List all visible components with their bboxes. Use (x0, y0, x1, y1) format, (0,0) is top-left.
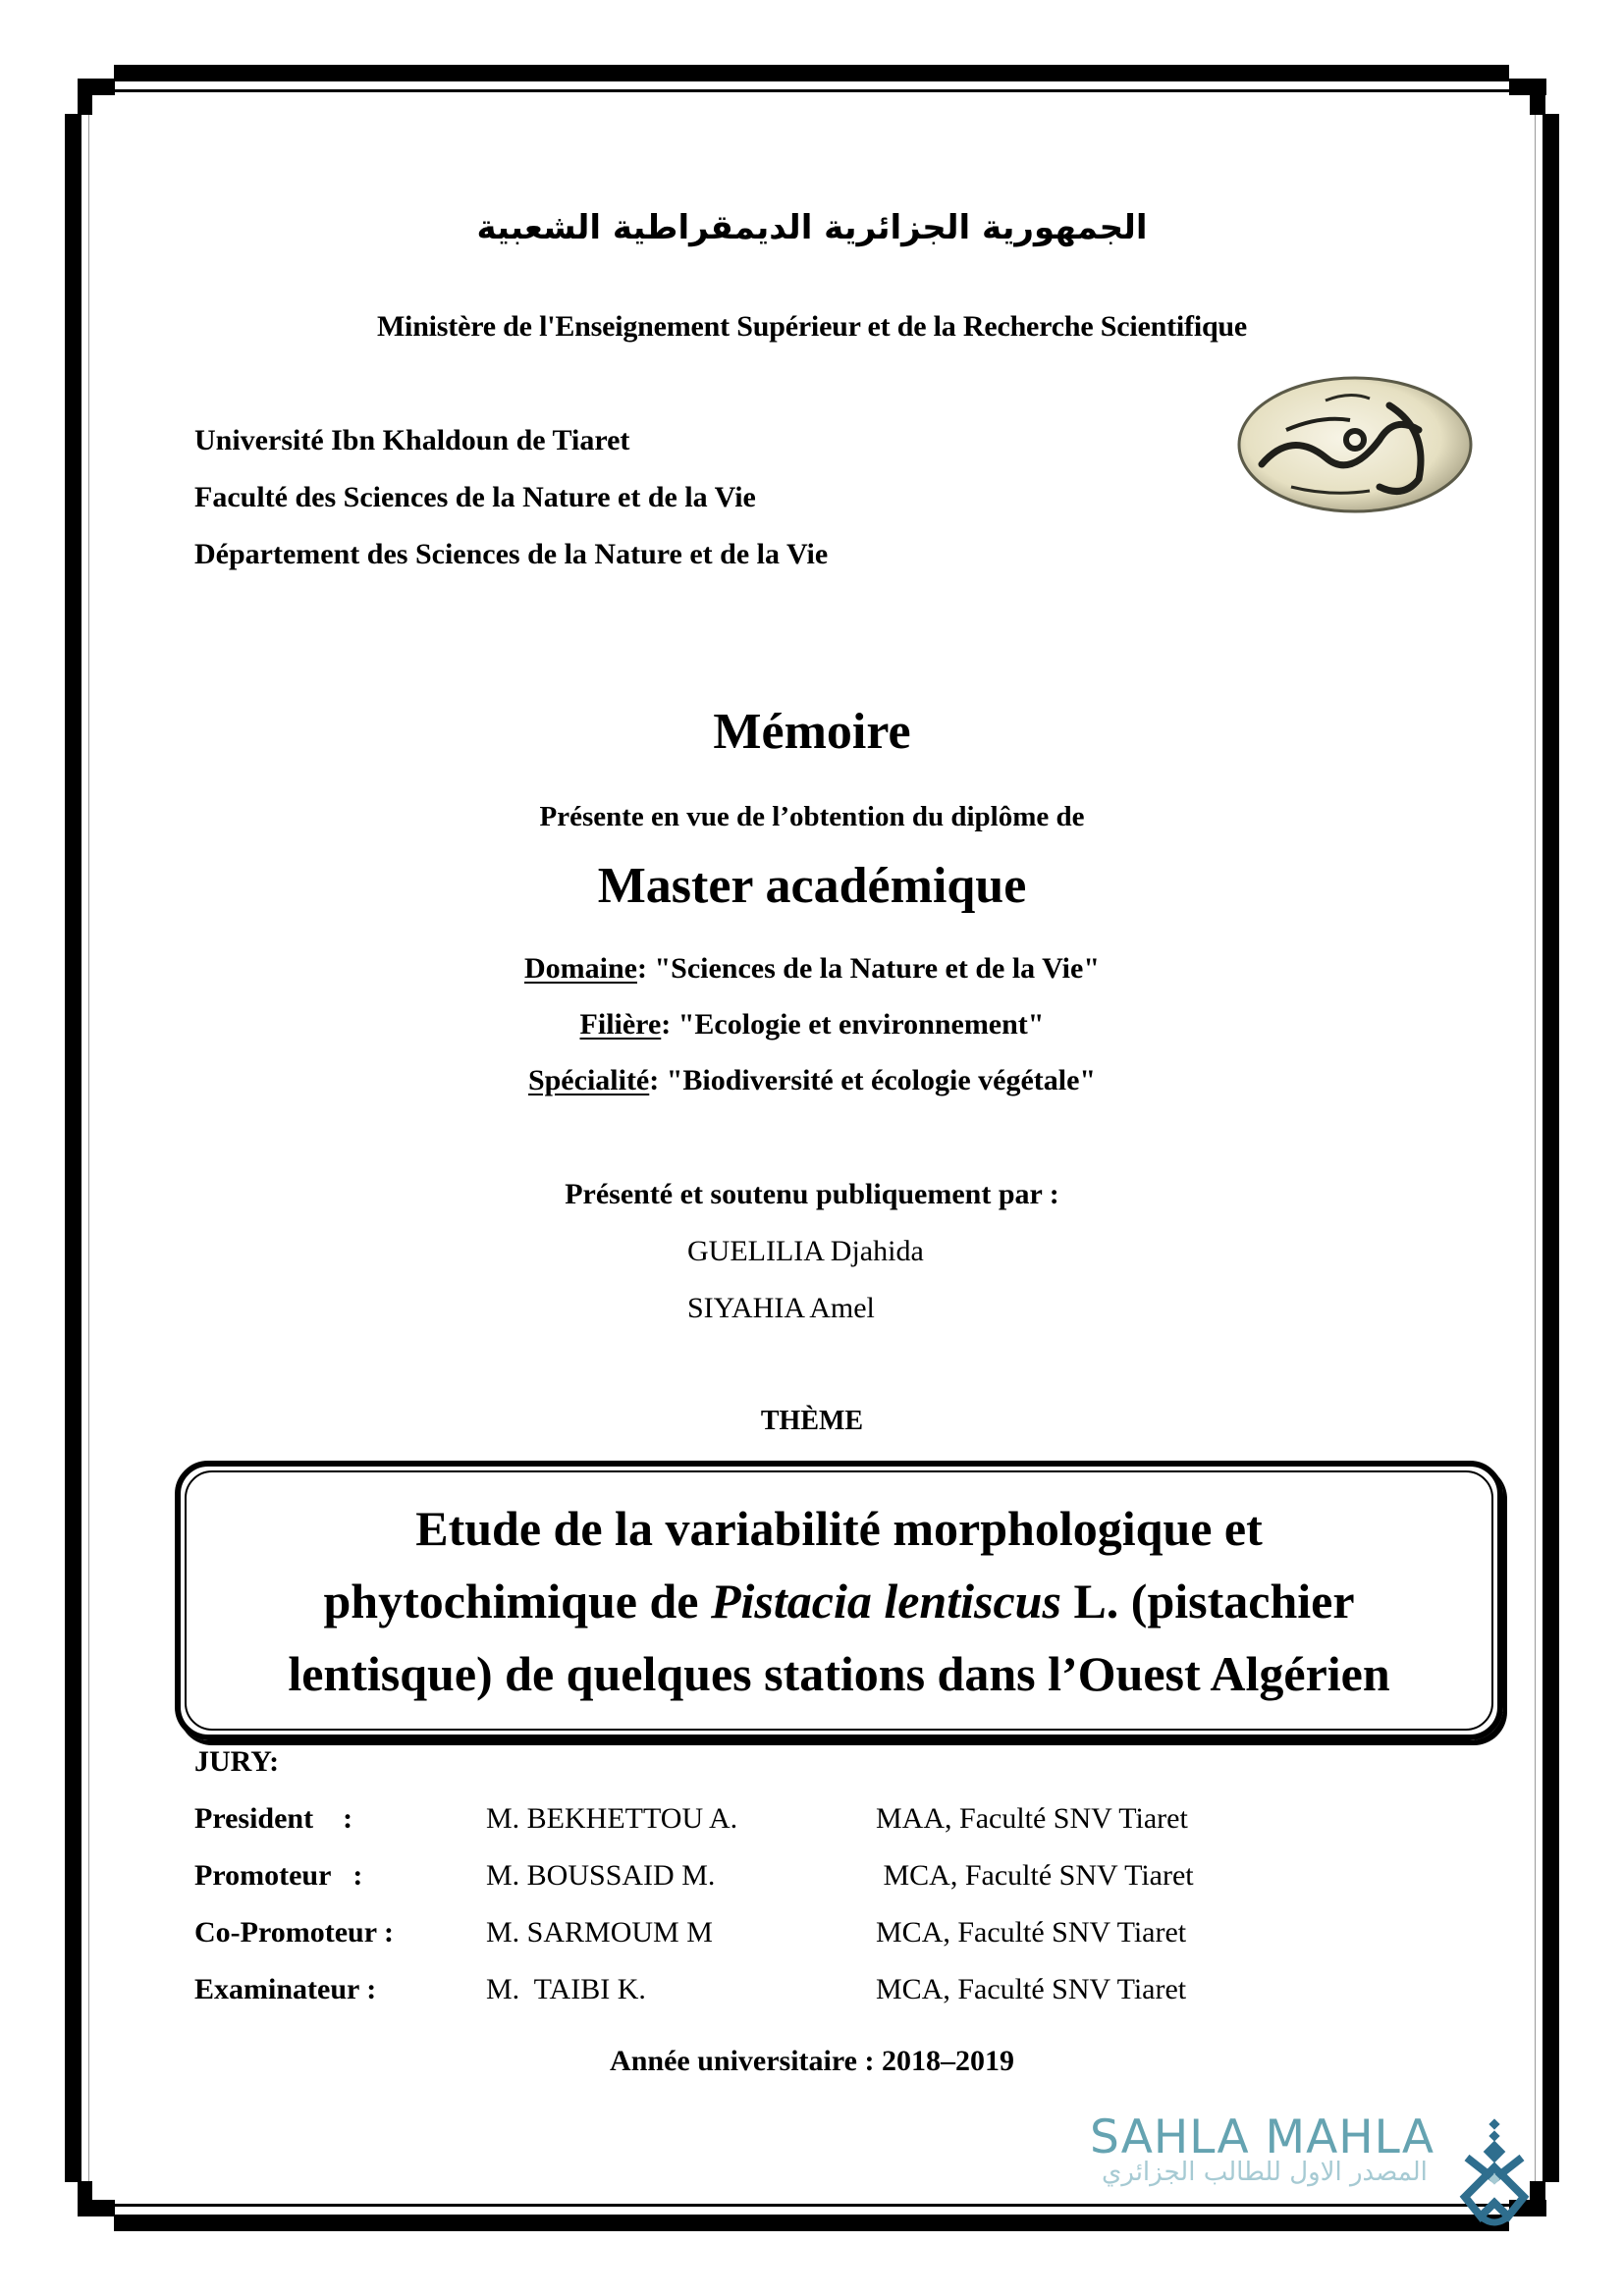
sahla-mahla-watermark (1090, 2109, 1551, 2236)
jury-name: M. BOUSSAID M. (486, 1859, 716, 1892)
presenters-heading: Présenté et soutenu publiquement par : (565, 1178, 1059, 1210)
field-value: : "Sciences de la Nature et de la Vie" (636, 952, 1100, 985)
university-seal-icon (1232, 371, 1478, 518)
thesis-title (175, 1492, 1503, 1710)
jury-affiliation: MAA, Faculté SNV Tiaret (876, 1802, 1188, 1835)
jury-role: Co-Promoteur : (194, 1916, 394, 1949)
jury-role: President : (194, 1802, 353, 1835)
field-label: Spécialité (527, 1064, 650, 1096)
frame-top-bar (114, 65, 1509, 81)
jury-affiliation: MCA, Faculté SNV Tiaret (876, 1859, 1194, 1892)
jury-role: Promoteur : (194, 1859, 363, 1892)
jury-row (0, 1973, 1624, 2012)
title-text-segment: phytochimique de (323, 1574, 711, 1629)
academic-year: Année universitaire : 2018–2019 (610, 2045, 1014, 2077)
field-filiere (0, 1008, 1624, 1041)
field-specialite (0, 1064, 1624, 1097)
frame-corner-tr-v (1530, 79, 1545, 115)
sahla-mahla-emblem-icon (1451, 2118, 1540, 2231)
jury-name: M. BEKHETTOU A. (486, 1802, 738, 1835)
jury-affiliation: MCA, Faculté SNV Tiaret (876, 1973, 1187, 2005)
jury-heading: JURY: (194, 1745, 280, 1778)
species-name: Pistacia lentiscus (710, 1574, 1061, 1629)
thesis-title-line-2 (175, 1565, 1503, 1637)
watermark-brand: SAHLA MAHLA (1090, 2110, 1435, 2164)
field-domaine (0, 952, 1624, 986)
jury-row (0, 1802, 1624, 1842)
frame-top-thin (114, 89, 1509, 92)
republic-title-arabic: الجمهورية الجزائرية الديمقراطية الشعبية (476, 208, 1148, 247)
jury-affiliation: MCA, Faculté SNV Tiaret (876, 1916, 1187, 1949)
jury-name: M. SARMOUM M (486, 1916, 713, 1949)
faculty-name: Faculté des Sciences de la Nature et de la Vie (194, 481, 756, 513)
department-name: Département des Sciences de la Nature et de la Vie (194, 538, 829, 570)
frame-corner-tl-v (78, 79, 92, 115)
jury-role: Examinateur : (194, 1973, 377, 2005)
jury-row (0, 1916, 1624, 1955)
degree-title: Master académique (597, 858, 1027, 914)
document-purpose: Présente en vue de l’obtention du diplôme de (539, 801, 1085, 832)
thesis-title-line-1: Etude de la variabilité morphologique et (415, 1501, 1263, 1556)
watermark-tagline: المصدر الاول للطالب الجزائري (1102, 2158, 1428, 2187)
theme-label: THÈME (760, 1406, 864, 1436)
frame-corner-bl-v (78, 2181, 92, 2216)
title-text-segment: L. (pistachier (1060, 1574, 1355, 1629)
jury-row (0, 1859, 1624, 1898)
presenter-name: SIYAHIA Amel (687, 1292, 875, 1324)
field-value: : "Biodiversité et écologie végétale" (649, 1064, 1097, 1096)
field-label: Filière (579, 1008, 662, 1041)
presenter-name: GUELILIA Djahida (687, 1235, 924, 1267)
jury-name: M. TAIBI K. (486, 1973, 646, 2005)
document-type: Mémoire (713, 704, 911, 760)
field-label: Domaine (523, 952, 637, 985)
ministry-title: Ministère de l'Enseignement Supérieur et de la Recherche Scientifique (376, 310, 1248, 343)
university-name: Université Ibn Khaldoun de Tiaret (194, 424, 630, 456)
thesis-title-line-3: lentisque) de quelques stations dans l’Ouest Algérien (288, 1646, 1390, 1701)
field-value: : "Ecologie et environnement" (661, 1008, 1045, 1041)
